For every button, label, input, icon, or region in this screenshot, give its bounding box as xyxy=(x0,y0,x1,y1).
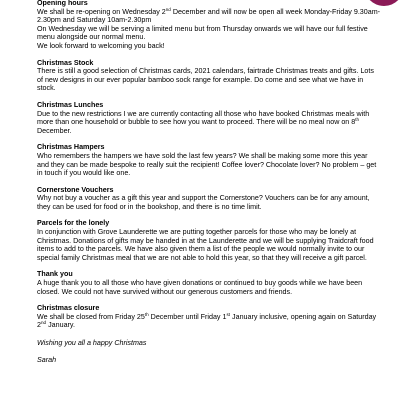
heading-opening-hours: Opening hours xyxy=(37,0,88,7)
thank-you-text: A huge thank you to all those who have given donations or continued to buy goods while we have been closed. We could not have survived without our generous customers and friends. xyxy=(37,279,363,296)
signature: Sarah xyxy=(37,355,57,364)
lunches-ordinal: th xyxy=(355,117,360,123)
heading-christmas-lunches: Christmas Lunches xyxy=(37,100,104,109)
section-christmas-hampers xyxy=(37,143,381,177)
heading-christmas-closure: Christmas closure xyxy=(37,304,100,313)
opening-line1-start: We shall be re-opening on Wednesday 2 xyxy=(37,7,166,16)
heading-christmas-stock: Christmas Stock xyxy=(37,58,94,67)
closure-ordinal-2: st xyxy=(226,311,231,317)
closure-text-part3: January inclusive, opening again on Saturday 2 xyxy=(37,312,377,330)
closing-block xyxy=(37,339,381,364)
christmas-stock-text: There is still a good selection of Christmas cards, 2021 calendars, fairtrade Christmas treats and gifts. Lots of new designs in our ever popular bamboo sock range for example. Do come and see what we have in stock. xyxy=(37,67,374,93)
heading-christmas-hampers: Christmas Hampers xyxy=(37,143,105,152)
cornerstone-vouchers-text: Why not buy a voucher as a gift this year and support the Cornerstone? Vouchers can be for any amount, they can be used for food or in the bookshop, and there is no time limit. xyxy=(37,194,370,211)
heading-thank-you: Thank you xyxy=(37,270,73,279)
opening-hours-text xyxy=(37,8,381,25)
heading-cornerstone-vouchers: Cornerstone Vouchers xyxy=(37,185,114,194)
christmas-closure-text xyxy=(37,313,381,330)
christmas-hampers-text: Who remembers the hampers we have sold the last few years? We shall be making some more this year and they can be made bespoke to really suit the recipient! Coffee lover? Chocolate lover? No problem – get in touch if you would like one. xyxy=(37,151,377,178)
opening-welcome-text: We look forward to welcoming you back! xyxy=(37,41,165,50)
section-christmas-stock xyxy=(37,59,381,93)
closure-text-part2: December until Friday 1 xyxy=(148,312,227,321)
closure-ordinal-1: th xyxy=(144,311,149,317)
closing-wish: Wishing you all a happy Christmas xyxy=(37,339,147,347)
opening-line1-ordinal: nd xyxy=(165,6,171,12)
section-parcels-lonely xyxy=(37,219,381,262)
section-opening-hours xyxy=(37,0,381,51)
parcels-lonely-text: In conjunction with Grove Launderette we are putting together parcels for those who may be lonely at Christmas. Donations of gifts may be handed in at the Launderette and we will be supplying Traidcraft food items to add to the parcels. We have also given them a list of the people we would normally invite to our special family Christmas meal that we are not able to hold this year, so that they will receive a gift parcel. xyxy=(37,228,374,262)
closure-text-part1: We shall be closed from Friday 25 xyxy=(37,312,145,321)
section-christmas-lunches xyxy=(37,101,381,135)
heading-parcels-lonely: Parcels for the lonely xyxy=(37,219,110,228)
section-cornerstone-vouchers xyxy=(37,186,381,212)
lunches-text-start: Due to the new restrictions I we are currently contacting all those who have booked Christmas meals with more than one household or bubble to see how you want to proceed. There will be no meal now on 8 xyxy=(37,109,370,127)
section-thank-you xyxy=(37,270,381,296)
opening-line1-end: December and will now be open all week Monday-Friday 9.30am-2.30pm and Saturday 10am-2.30pm xyxy=(37,7,381,25)
newsletter-page xyxy=(37,0,381,364)
lunches-text-end: December. xyxy=(37,126,72,135)
opening-menu-text: On Wednesday we will be serving a limited menu but from Thursday onwards we will have our full festive menu alongside our normal menu. xyxy=(37,24,368,42)
christmas-lunches-text xyxy=(37,110,381,136)
closure-text-part4: January. xyxy=(46,321,75,330)
closure-ordinal-3: nd xyxy=(40,320,47,326)
section-christmas-closure xyxy=(37,304,381,330)
